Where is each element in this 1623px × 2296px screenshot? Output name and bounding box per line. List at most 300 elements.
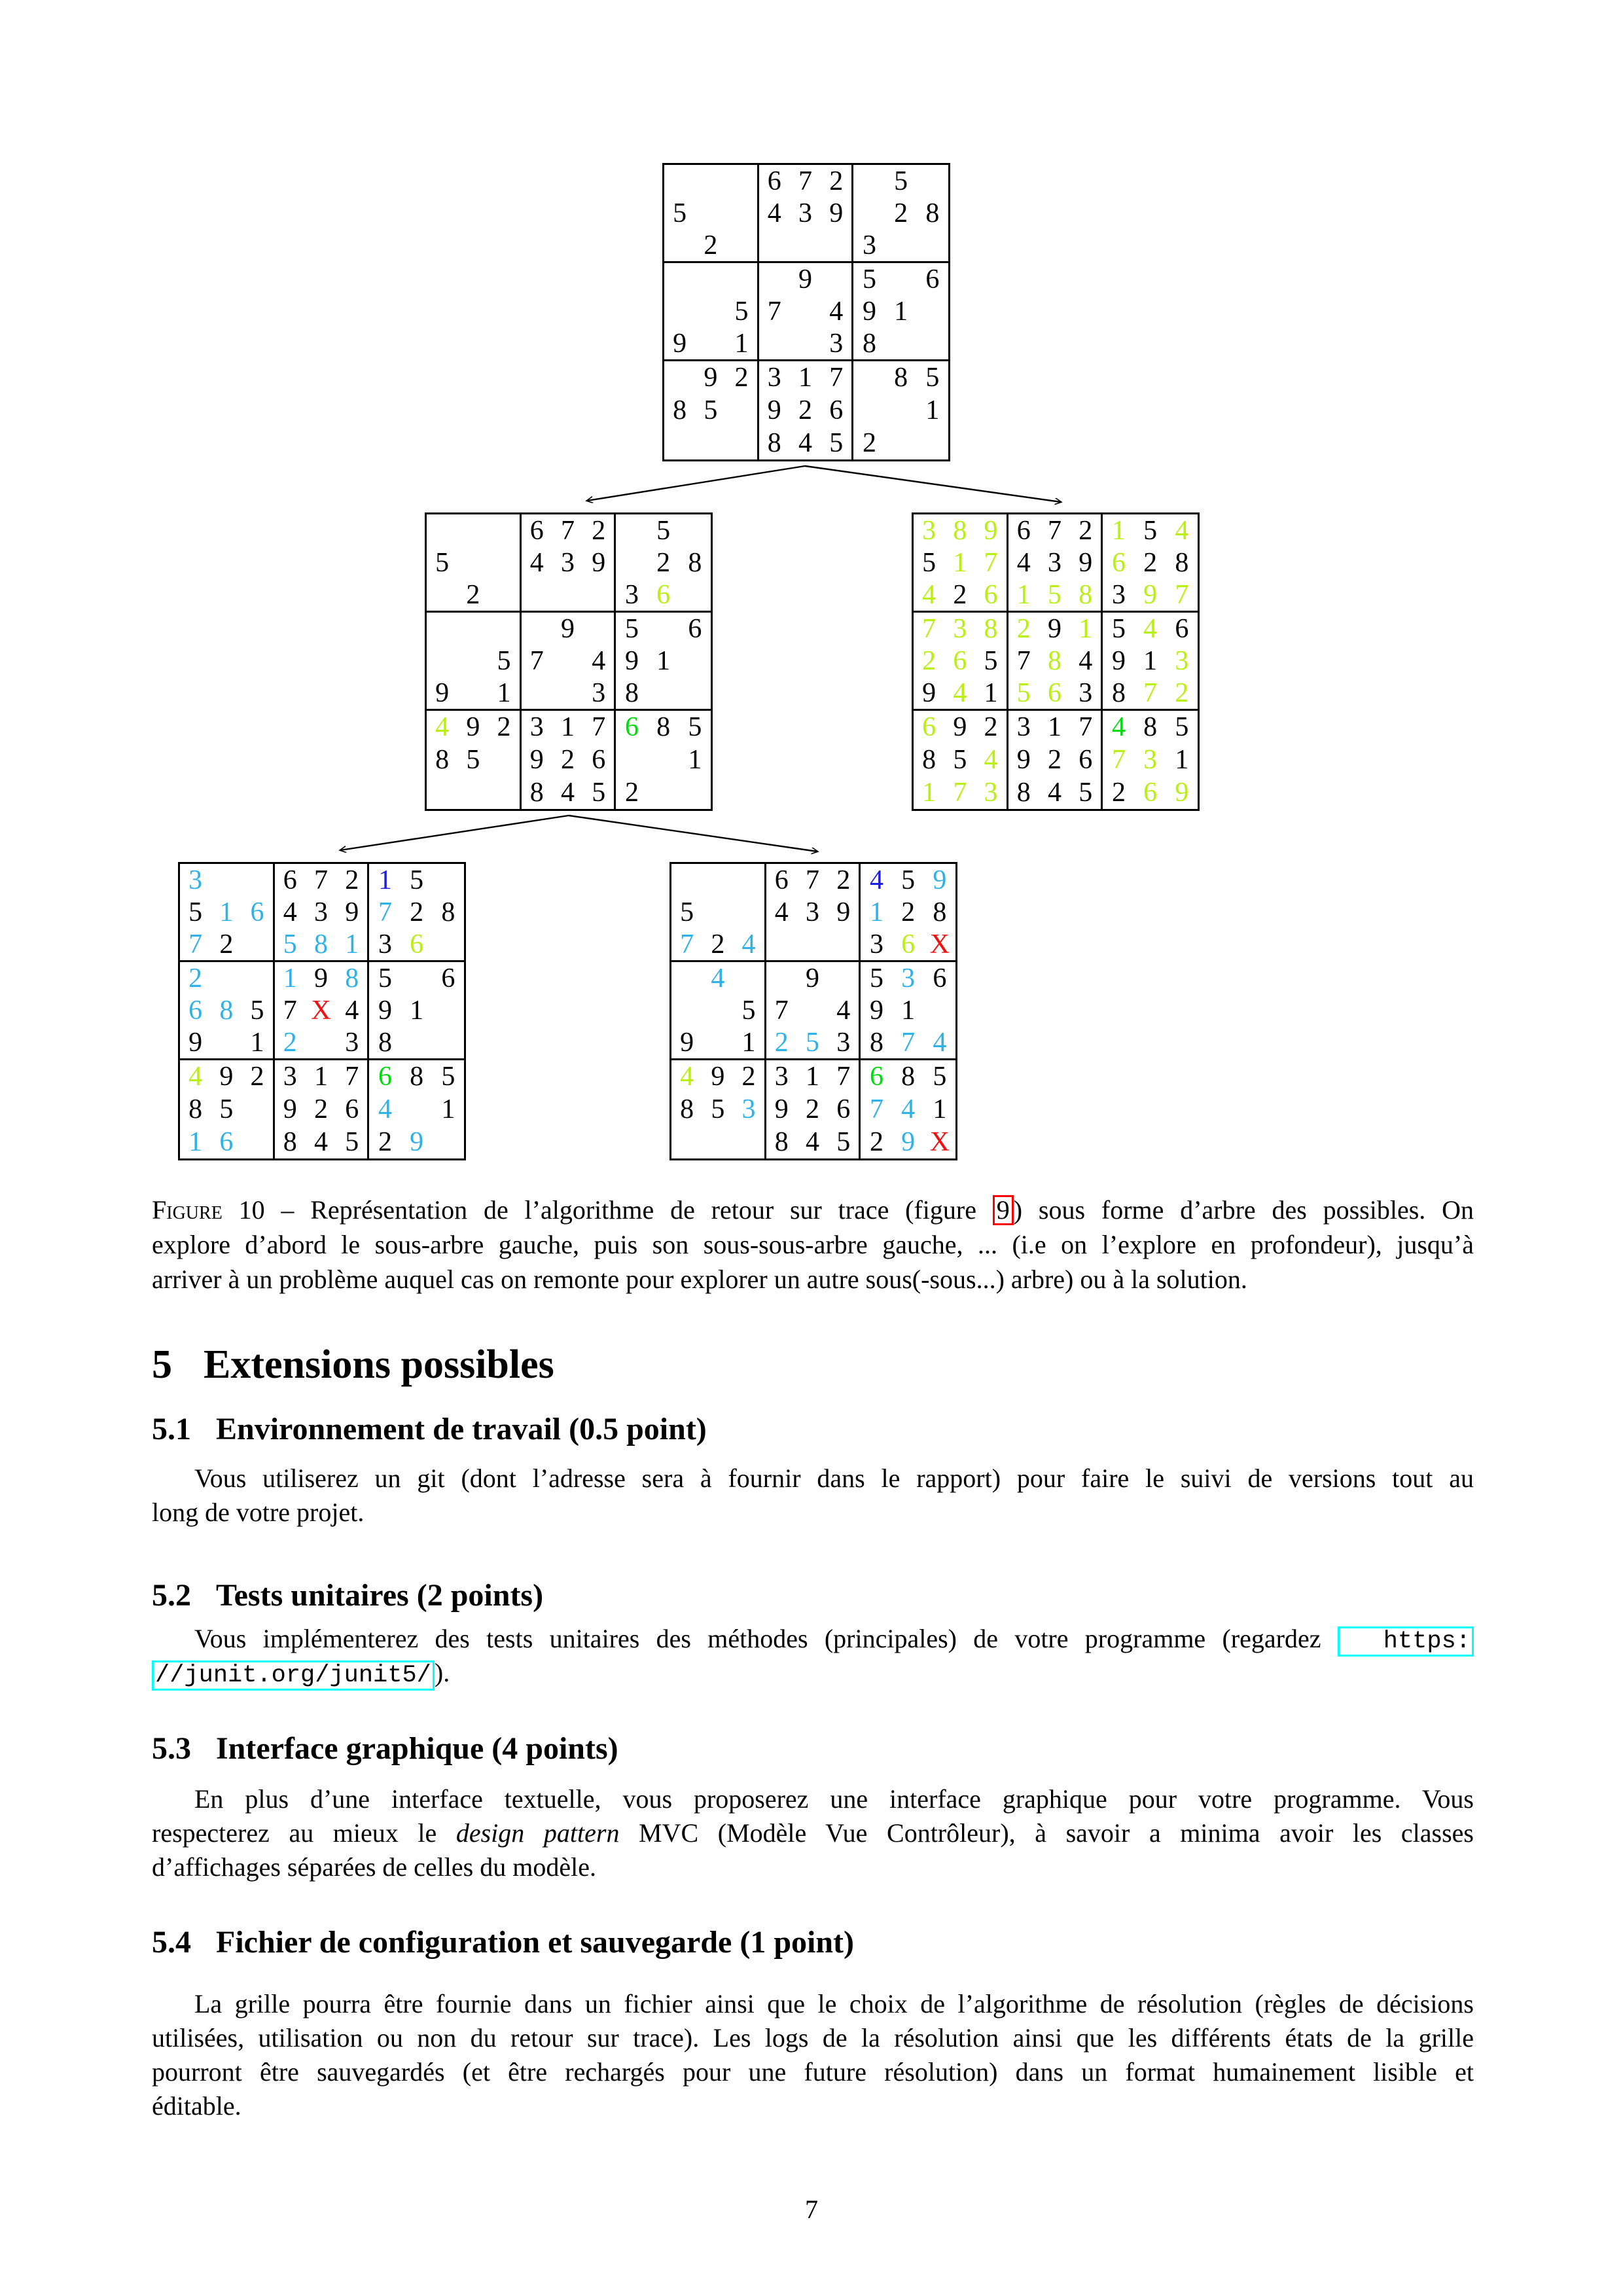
sudoku-cell: 4	[829, 296, 844, 327]
sudoku-cell: 2	[624, 778, 639, 808]
sudoku-cell: 4	[592, 645, 606, 676]
sudoku-cell	[671, 864, 702, 896]
sudoku-cell: 8	[933, 897, 947, 927]
sudoku-cell	[695, 327, 726, 359]
section-5-2-paragraph	[152, 1622, 1474, 1690]
sudoku-block	[914, 613, 1008, 711]
sudoku-cell: 5	[901, 865, 916, 895]
sudoku-cell: 3	[767, 363, 781, 393]
sudoku-cell: 9	[862, 296, 876, 327]
sudoku-cell: 6	[1143, 778, 1158, 808]
sudoku-cell: 8	[1047, 645, 1061, 676]
sudoku-cell: 7	[345, 1062, 359, 1092]
sudoku-cell: 9	[624, 645, 639, 676]
sudoku-block	[616, 711, 711, 809]
sudoku-cell: 2	[734, 363, 749, 393]
sudoku-cell: 6	[767, 166, 781, 196]
sudoku-cell: 2	[984, 712, 998, 742]
sudoku-cell	[522, 677, 552, 709]
sudoku-cell: 8	[1111, 677, 1126, 708]
figure-caption	[152, 1193, 1474, 1297]
sudoku-cell: 2	[1047, 745, 1061, 775]
sudoku-cell: 2	[1079, 515, 1093, 546]
sudoku-cell	[664, 263, 695, 295]
sudoku-cell: 5	[410, 865, 424, 895]
sudoku-cell: 9	[1143, 579, 1158, 610]
sudoku-cell: 5	[953, 745, 967, 775]
sudoku-cell	[695, 165, 726, 197]
sudoku-cell: 3	[869, 929, 883, 960]
sudoku-cell	[917, 229, 948, 261]
sudoku-cell: 9	[922, 677, 936, 708]
section-title: Environnement de travail (0.5 point)	[216, 1412, 707, 1446]
caption-text: ) sous forme d’arbre des possibles. On	[1013, 1195, 1474, 1225]
sudoku-cell: 5	[862, 264, 876, 295]
arrow-root-to-right-child	[805, 466, 1061, 502]
sudoku-block	[853, 361, 948, 459]
sudoku-cell	[917, 295, 948, 327]
sudoku-cell: 9	[1079, 547, 1093, 578]
sudoku-cell: 7	[592, 712, 606, 742]
paragraph-line: éditable.	[152, 2091, 241, 2121]
sudoku-block	[664, 361, 759, 459]
sudoku-cell	[766, 962, 797, 994]
sudoku-cell: 7	[529, 645, 544, 676]
figure-label: Figure 10 –	[152, 1195, 311, 1225]
sudoku-cell	[241, 1093, 272, 1126]
sudoku-cell: 4	[869, 865, 883, 895]
sudoku-block	[369, 864, 464, 962]
sudoku-cell: 2	[836, 865, 851, 895]
sudoku-cell: 6	[925, 264, 940, 295]
sudoku-cell	[211, 962, 241, 994]
sudoku-cell	[552, 579, 583, 611]
sudoku-cell: 4	[933, 1027, 947, 1058]
sudoku-cell: 2	[953, 579, 967, 610]
sudoku-cell: 8	[862, 328, 876, 359]
sudoku-cell: 2	[1143, 547, 1158, 578]
sudoku-cell: 5	[673, 198, 687, 228]
sudoku-cell: 4	[953, 677, 967, 708]
sudoku-cell: 2	[1111, 778, 1126, 808]
sudoku-cell	[583, 613, 614, 645]
sudoku-cell: 7	[560, 515, 575, 546]
sudoku-cell: 9	[836, 897, 851, 927]
sudoku-cell	[664, 229, 695, 261]
sudoku-cell: 6	[953, 645, 967, 676]
sudoku-cell: 7	[1016, 645, 1031, 676]
sudoku-cell: 4	[984, 745, 998, 775]
sudoku-cell: 2	[862, 428, 876, 458]
caption-line-1	[152, 1193, 1474, 1227]
sudoku-cell: 2	[798, 395, 812, 425]
junit-link-part-2[interactable]: //junit.org/junit5/	[152, 1660, 435, 1691]
sudoku-cell: 6	[688, 613, 702, 644]
sudoku-cell	[679, 514, 711, 547]
sudoku-cell	[917, 327, 948, 359]
sudoku-cell: 5	[1079, 778, 1093, 808]
sudoku-cell: 6	[592, 745, 606, 775]
sudoku-grid-bottom-left-failure	[178, 862, 466, 1160]
sudoku-cell: 4	[767, 198, 781, 228]
sudoku-cell: 8	[313, 929, 328, 960]
sudoku-cell	[616, 547, 647, 579]
sudoku-cell: 3	[1047, 547, 1061, 578]
sudoku-cell: 2	[922, 645, 936, 676]
sudoku-cell: 1	[560, 712, 575, 742]
sudoku-cell: 8	[1143, 712, 1158, 742]
section-5-3-paragraph	[152, 1782, 1474, 1884]
sudoku-block	[861, 962, 955, 1060]
sudoku-cell: 5	[378, 963, 392, 994]
sudoku-cell: 3	[836, 1027, 851, 1058]
sudoku-cell: 5	[829, 428, 844, 458]
sudoku-cell: 9	[1047, 613, 1061, 644]
sudoku-cell: 1	[410, 995, 424, 1026]
paragraph-text: MVC (Modèle Vue Contrôleur), à savoir a minima avoir les classes	[619, 1818, 1474, 1848]
sudoku-cell: 4	[378, 1094, 392, 1124]
section-5-heading	[152, 1342, 554, 1388]
sudoku-cell: 1	[925, 395, 940, 425]
sudoku-cell: 7	[869, 1094, 883, 1124]
sudoku-cell	[853, 165, 885, 197]
sudoku-cell: 7	[922, 613, 936, 644]
sudoku-cell: 6	[441, 963, 455, 994]
sudoku-cell: 2	[741, 1062, 756, 1092]
sudoku-cell: 8	[901, 1062, 916, 1092]
sudoku-cell: 9	[704, 363, 718, 393]
sudoku-block	[861, 1060, 955, 1158]
sudoku-cell: 2	[188, 963, 203, 994]
sudoku-cell: 1	[1016, 579, 1031, 610]
sudoku-cell: 6	[219, 1127, 234, 1157]
sudoku-block	[369, 1060, 464, 1158]
sudoku-cell: 4	[711, 963, 725, 994]
sudoku-cell: 5	[283, 929, 297, 960]
sudoku-cell: 3	[1016, 712, 1031, 742]
sudoku-block	[180, 864, 275, 962]
sudoku-cell: X	[311, 995, 331, 1026]
sudoku-cell: 4	[188, 1062, 203, 1092]
sudoku-cell: 1	[1111, 515, 1126, 546]
sudoku-cell: 3	[862, 230, 876, 260]
sudoku-cell: 3	[560, 547, 575, 578]
sudoku-cell	[401, 962, 433, 994]
sudoku-cell	[726, 197, 757, 229]
sudoku-block	[275, 1060, 370, 1158]
sudoku-cell: 9	[283, 1094, 297, 1124]
sudoku-block	[853, 165, 948, 263]
sudoku-cell: 6	[1111, 547, 1126, 578]
sudoku-cell: 3	[1143, 745, 1158, 775]
sudoku-cell: 8	[410, 1062, 424, 1092]
sudoku-cell	[702, 864, 733, 896]
sudoku-cell: 3	[953, 613, 967, 644]
sudoku-cell	[733, 864, 764, 896]
sudoku-cell: 9	[798, 264, 812, 295]
sudoku-cell: 7	[984, 547, 998, 578]
sudoku-cell: 2	[345, 865, 359, 895]
section-number: 5.2	[152, 1578, 191, 1613]
sudoku-cell: 1	[798, 363, 812, 393]
design-pattern-italic: design pattern	[455, 1818, 620, 1848]
figure-9-link[interactable]: 9	[993, 1195, 1014, 1225]
sudoku-cell	[522, 579, 552, 611]
sudoku-cell	[726, 165, 757, 197]
sudoku-cell	[433, 1026, 464, 1058]
sudoku-block	[1008, 711, 1103, 809]
sudoku-cell	[433, 1126, 464, 1158]
sudoku-cell: 9	[805, 963, 819, 994]
sudoku-cell: 2	[283, 1027, 297, 1058]
sudoku-cell: 4	[805, 1127, 819, 1157]
sudoku-cell: 2	[378, 1127, 392, 1157]
sudoku-cell: 5	[1175, 712, 1189, 742]
sudoku-cell	[664, 165, 695, 197]
sudoku-cell: 3	[345, 1027, 359, 1058]
sudoku-cell: 7	[1111, 745, 1126, 775]
sudoku-cell	[427, 613, 457, 645]
sudoku-cell	[488, 579, 519, 611]
sudoku-cell	[885, 327, 917, 359]
sudoku-cell: 6	[529, 515, 544, 546]
sudoku-cell: 3	[774, 1062, 789, 1092]
sudoku-cell: 6	[378, 1062, 392, 1092]
section-number: 5.4	[152, 1925, 191, 1960]
sudoku-block	[1103, 613, 1198, 711]
sudoku-cell	[726, 394, 757, 427]
sudoku-cell: 2	[901, 897, 916, 927]
sudoku-cell	[828, 928, 859, 960]
sudoku-cell: 2	[656, 547, 671, 578]
sudoku-cell	[401, 1026, 433, 1058]
sudoku-cell: 1	[188, 1127, 203, 1157]
sudoku-cell: 5	[734, 296, 749, 327]
junit-link-part-1[interactable]: https:	[1338, 1626, 1474, 1657]
sudoku-cell: 8	[1175, 547, 1189, 578]
sudoku-cell: 2	[497, 712, 511, 742]
paragraph-line: pourront être sauvegardés (et être rechargés pour une future résolution) dans un format humainement lisible et	[152, 2057, 1474, 2087]
sudoku-cell: 2	[1016, 613, 1031, 644]
sudoku-cell: 7	[313, 865, 328, 895]
sudoku-cell: 6	[869, 1062, 883, 1092]
sudoku-cell: 3	[829, 328, 844, 359]
sudoku-cell: 6	[250, 897, 264, 927]
sudoku-cell	[457, 547, 488, 579]
sudoku-block	[664, 263, 759, 361]
sudoku-block	[427, 514, 522, 613]
sudoku-block	[766, 1060, 861, 1158]
sudoku-cell: 4	[313, 1127, 328, 1157]
paragraph-line	[152, 1622, 1474, 1656]
sudoku-cell: X	[929, 929, 950, 960]
sudoku-cell: 5	[805, 1027, 819, 1058]
paragraph-line: utilisées, utilisation ou non du retour sur trace). Les logs de la résolution ainsi que les différents états de la grille	[152, 2023, 1474, 2053]
sudoku-cell: 9	[1111, 645, 1126, 676]
sudoku-cell	[457, 677, 488, 709]
sudoku-cell	[401, 1093, 433, 1126]
sudoku-cell	[583, 579, 614, 611]
sudoku-cell: 9	[869, 995, 883, 1026]
arrow-left-to-bottomright-child	[569, 816, 817, 852]
sudoku-cell: 4	[345, 995, 359, 1026]
sudoku-cell	[679, 579, 711, 611]
sudoku-cell: 3	[1111, 579, 1126, 610]
section-5-3-heading	[152, 1731, 618, 1767]
section-title: Extensions possibles	[204, 1342, 554, 1387]
sudoku-block	[522, 514, 616, 613]
sudoku-cell	[211, 864, 241, 896]
sudoku-block	[616, 613, 711, 711]
sudoku-cell: 9	[219, 1062, 234, 1092]
sudoku-cell	[457, 776, 488, 809]
sudoku-block	[275, 962, 370, 1060]
sudoku-cell: 7	[1143, 677, 1158, 708]
sudoku-cell: 5	[497, 645, 511, 676]
sudoku-cell	[671, 994, 702, 1026]
sudoku-cell: 1	[901, 995, 916, 1026]
sudoku-cell	[790, 229, 821, 261]
sudoku-cell: 2	[869, 1127, 883, 1157]
section-number: 5.1	[152, 1412, 191, 1446]
sudoku-cell: 9	[435, 677, 450, 708]
sudoku-cell	[853, 394, 885, 427]
sudoku-cell: 9	[774, 1094, 789, 1124]
sudoku-cell: 4	[741, 929, 756, 960]
sudoku-cell	[702, 896, 733, 928]
sudoku-cell	[702, 1026, 733, 1058]
sudoku-cell: 1	[734, 328, 749, 359]
sudoku-cell: 8	[378, 1027, 392, 1058]
paragraph-line: La grille pourra être fournie dans un fichier ainsi que le choix de l’algorithme de résolution (règles de décisions	[194, 1989, 1474, 2018]
sudoku-cell: 1	[922, 778, 936, 808]
sudoku-cell	[797, 994, 828, 1026]
sudoku-cell: 6	[410, 929, 424, 960]
sudoku-cell: 1	[984, 677, 998, 708]
sudoku-block	[1103, 514, 1198, 613]
sudoku-block	[180, 1060, 275, 1158]
sudoku-cell: 1	[1079, 613, 1093, 644]
sudoku-cell	[457, 645, 488, 677]
sudoku-cell: 9	[466, 712, 480, 742]
sudoku-cell: 8	[869, 1027, 883, 1058]
sudoku-cell	[433, 864, 464, 896]
sudoku-cell	[488, 514, 519, 547]
sudoku-cell: 5	[711, 1094, 725, 1124]
sudoku-cell: 3	[922, 515, 936, 546]
sudoku-cell: 1	[688, 745, 702, 775]
sudoku-cell: 7	[774, 995, 789, 1026]
sudoku-cell	[427, 645, 457, 677]
sudoku-cell	[457, 514, 488, 547]
sudoku-cell	[733, 962, 764, 994]
sudoku-block	[616, 514, 711, 613]
sudoku-cell: 5	[466, 745, 480, 775]
sudoku-cell: 2	[894, 198, 908, 228]
sudoku-cell	[648, 744, 679, 776]
paragraph-text: ).	[434, 1658, 450, 1687]
sudoku-cell: 2	[250, 1062, 264, 1092]
section-title: Interface graphique (4 points)	[216, 1731, 618, 1766]
sudoku-cell: 6	[1016, 515, 1031, 546]
sudoku-block	[759, 263, 854, 361]
sudoku-cell: 5	[894, 166, 908, 196]
sudoku-cell: 8	[1016, 778, 1031, 808]
sudoku-block	[1103, 711, 1198, 809]
sudoku-cell: 8	[688, 547, 702, 578]
sudoku-cell	[433, 994, 464, 1026]
sudoku-cell	[790, 295, 821, 327]
sudoku-cell: 3	[592, 677, 606, 708]
sudoku-cell: 6	[922, 712, 936, 742]
sudoku-cell: 4	[1016, 547, 1031, 578]
sudoku-cell: 5	[624, 613, 639, 644]
sudoku-cell: 8	[656, 712, 671, 742]
sudoku-cell: 4	[901, 1094, 916, 1124]
sudoku-cell: 6	[836, 1094, 851, 1124]
sudoku-cell	[457, 613, 488, 645]
section-number: 5.3	[152, 1731, 191, 1766]
sudoku-block	[766, 962, 861, 1060]
sudoku-cell: 3	[624, 579, 639, 610]
sudoku-cell: 7	[901, 1027, 916, 1058]
sudoku-cell: 5	[925, 363, 940, 393]
sudoku-block	[766, 864, 861, 962]
sudoku-block	[664, 165, 759, 263]
sudoku-cell: X	[929, 1127, 950, 1157]
sudoku-cell: 4	[1143, 613, 1158, 644]
sudoku-cell: 8	[767, 428, 781, 458]
sudoku-cell: 8	[345, 963, 359, 994]
sudoku-cell	[759, 327, 790, 359]
section-title: Fichier de configuration et sauvegarde (1 point)	[216, 1925, 855, 1960]
sudoku-cell: 3	[1079, 677, 1093, 708]
sudoku-cell: 2	[592, 515, 606, 546]
sudoku-cell	[759, 263, 790, 295]
sudoku-cell: 1	[441, 1094, 455, 1124]
sudoku-block	[853, 263, 948, 361]
arrow-root-to-left-child	[587, 466, 805, 501]
sudoku-cell	[648, 613, 679, 645]
sudoku-cell: 5	[984, 645, 998, 676]
sudoku-cell: 9	[680, 1027, 694, 1058]
sudoku-cell	[828, 962, 859, 994]
sudoku-cell: 8	[219, 995, 234, 1026]
sudoku-cell: 4	[560, 778, 575, 808]
sudoku-cell	[853, 361, 885, 394]
sudoku-grid-bottom-right-failure	[669, 862, 957, 1160]
sudoku-cell	[695, 427, 726, 459]
sudoku-cell	[759, 229, 790, 261]
caption-line-3: arriver à un problème auquel cas on remonte pour explorer un autre sous(-sous...) arbre) ou à la solution.	[152, 1265, 1247, 1294]
sudoku-cell: 1	[283, 963, 297, 994]
sudoku-cell	[679, 645, 711, 677]
sudoku-cell: 3	[741, 1094, 756, 1124]
sudoku-cell	[695, 197, 726, 229]
sudoku-cell: 7	[378, 897, 392, 927]
sudoku-cell: 5	[656, 515, 671, 546]
sudoku-cell	[664, 427, 695, 459]
sudoku-cell: 5	[922, 547, 936, 578]
sudoku-block	[275, 864, 370, 962]
sudoku-cell: 6	[774, 865, 789, 895]
sudoku-cell: 4	[1079, 645, 1093, 676]
sudoku-cell: 1	[378, 865, 392, 895]
sudoku-cell: 2	[410, 897, 424, 927]
sudoku-cell	[616, 514, 647, 547]
sudoku-cell	[917, 165, 948, 197]
sudoku-cell: 2	[711, 929, 725, 960]
